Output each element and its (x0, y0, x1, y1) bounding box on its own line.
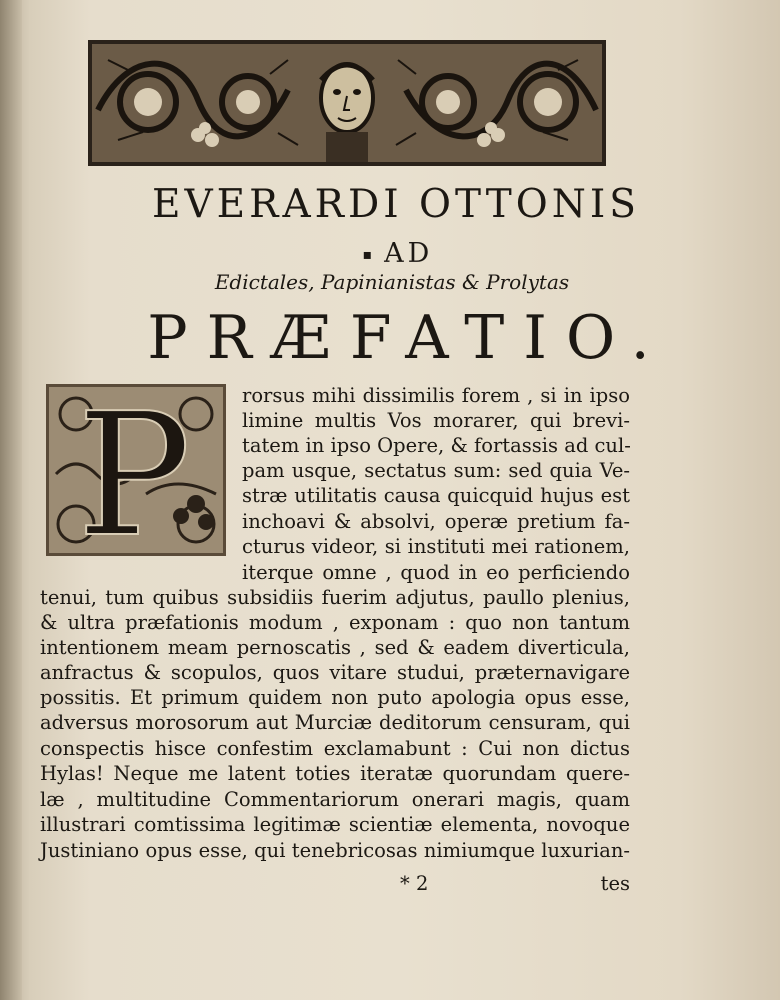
text-line: tenui, tum quibus subsidiis fuerim adjutus, paullo plenius, (40, 586, 630, 609)
title-ad-text: AD (384, 238, 434, 269)
text-line: Hylas! Neque me latent toties iteratæ quorundam quere- (40, 762, 630, 785)
decorated-initial (46, 384, 226, 556)
text-line: possitis. Et primum quidem non puto apologia opus esse, (40, 686, 630, 709)
text-line: limine multis Vos morarer, qui brevi- (242, 409, 630, 432)
title-author: EVERARDI OTTONIS (151, 182, 640, 227)
text-line: tatem in ipso Opere, & fortassis ad cul- (242, 434, 631, 457)
text-line: cturus videor, si instituti mei rationem, (242, 535, 630, 558)
text-line: conspectis hisce confestim exclamabunt : Cui non dictus (40, 737, 630, 760)
title-audience: Edictales, Papinianistas & Prolytas (214, 270, 570, 294)
signature-mark: * 2 (400, 872, 429, 895)
title-main: PRÆFATIO. (147, 303, 669, 373)
text-line: inchoavi & absolvi, operæ pretium fa- (242, 510, 630, 533)
text-line: iterque omne , quod in eo perficiendo (242, 561, 630, 584)
catchword: tes (600, 872, 630, 895)
text-line: adversus morosorum aut Murciæ deditorum censuram, qui (40, 711, 630, 734)
text-line: intentionem meam pernoscatis , sed & eadem diverticula, (40, 636, 630, 659)
text-line: illustrari comtissima legitimæ scientiæ elementa, novoque (40, 813, 630, 836)
text-line: anfractus & scopulos, quos vitare studui, præternavigare (40, 661, 630, 684)
text-line: rorsus mihi dissimilis forem , si in ipso (242, 384, 630, 407)
headpiece-ornament (88, 40, 606, 166)
title-ad (0, 238, 780, 269)
text-line: stræ utilitatis causa quicquid hujus est (242, 484, 630, 507)
text-line: pam usque, sectatus sum: sed quia Ve- (242, 459, 630, 482)
page-gutter-shadow (0, 0, 22, 1000)
text-line: & ultra præfationis modum , exponam : quo non tantum (40, 611, 630, 634)
printer-dot-icon: ▪ (362, 246, 377, 263)
initial-letter: P (76, 384, 192, 556)
text-line: Justiniano opus esse, qui tenebricosas nimiumque luxurian- (40, 839, 630, 862)
text-line: læ , multitudine Commentariorum onerari magis, quam (40, 788, 630, 811)
